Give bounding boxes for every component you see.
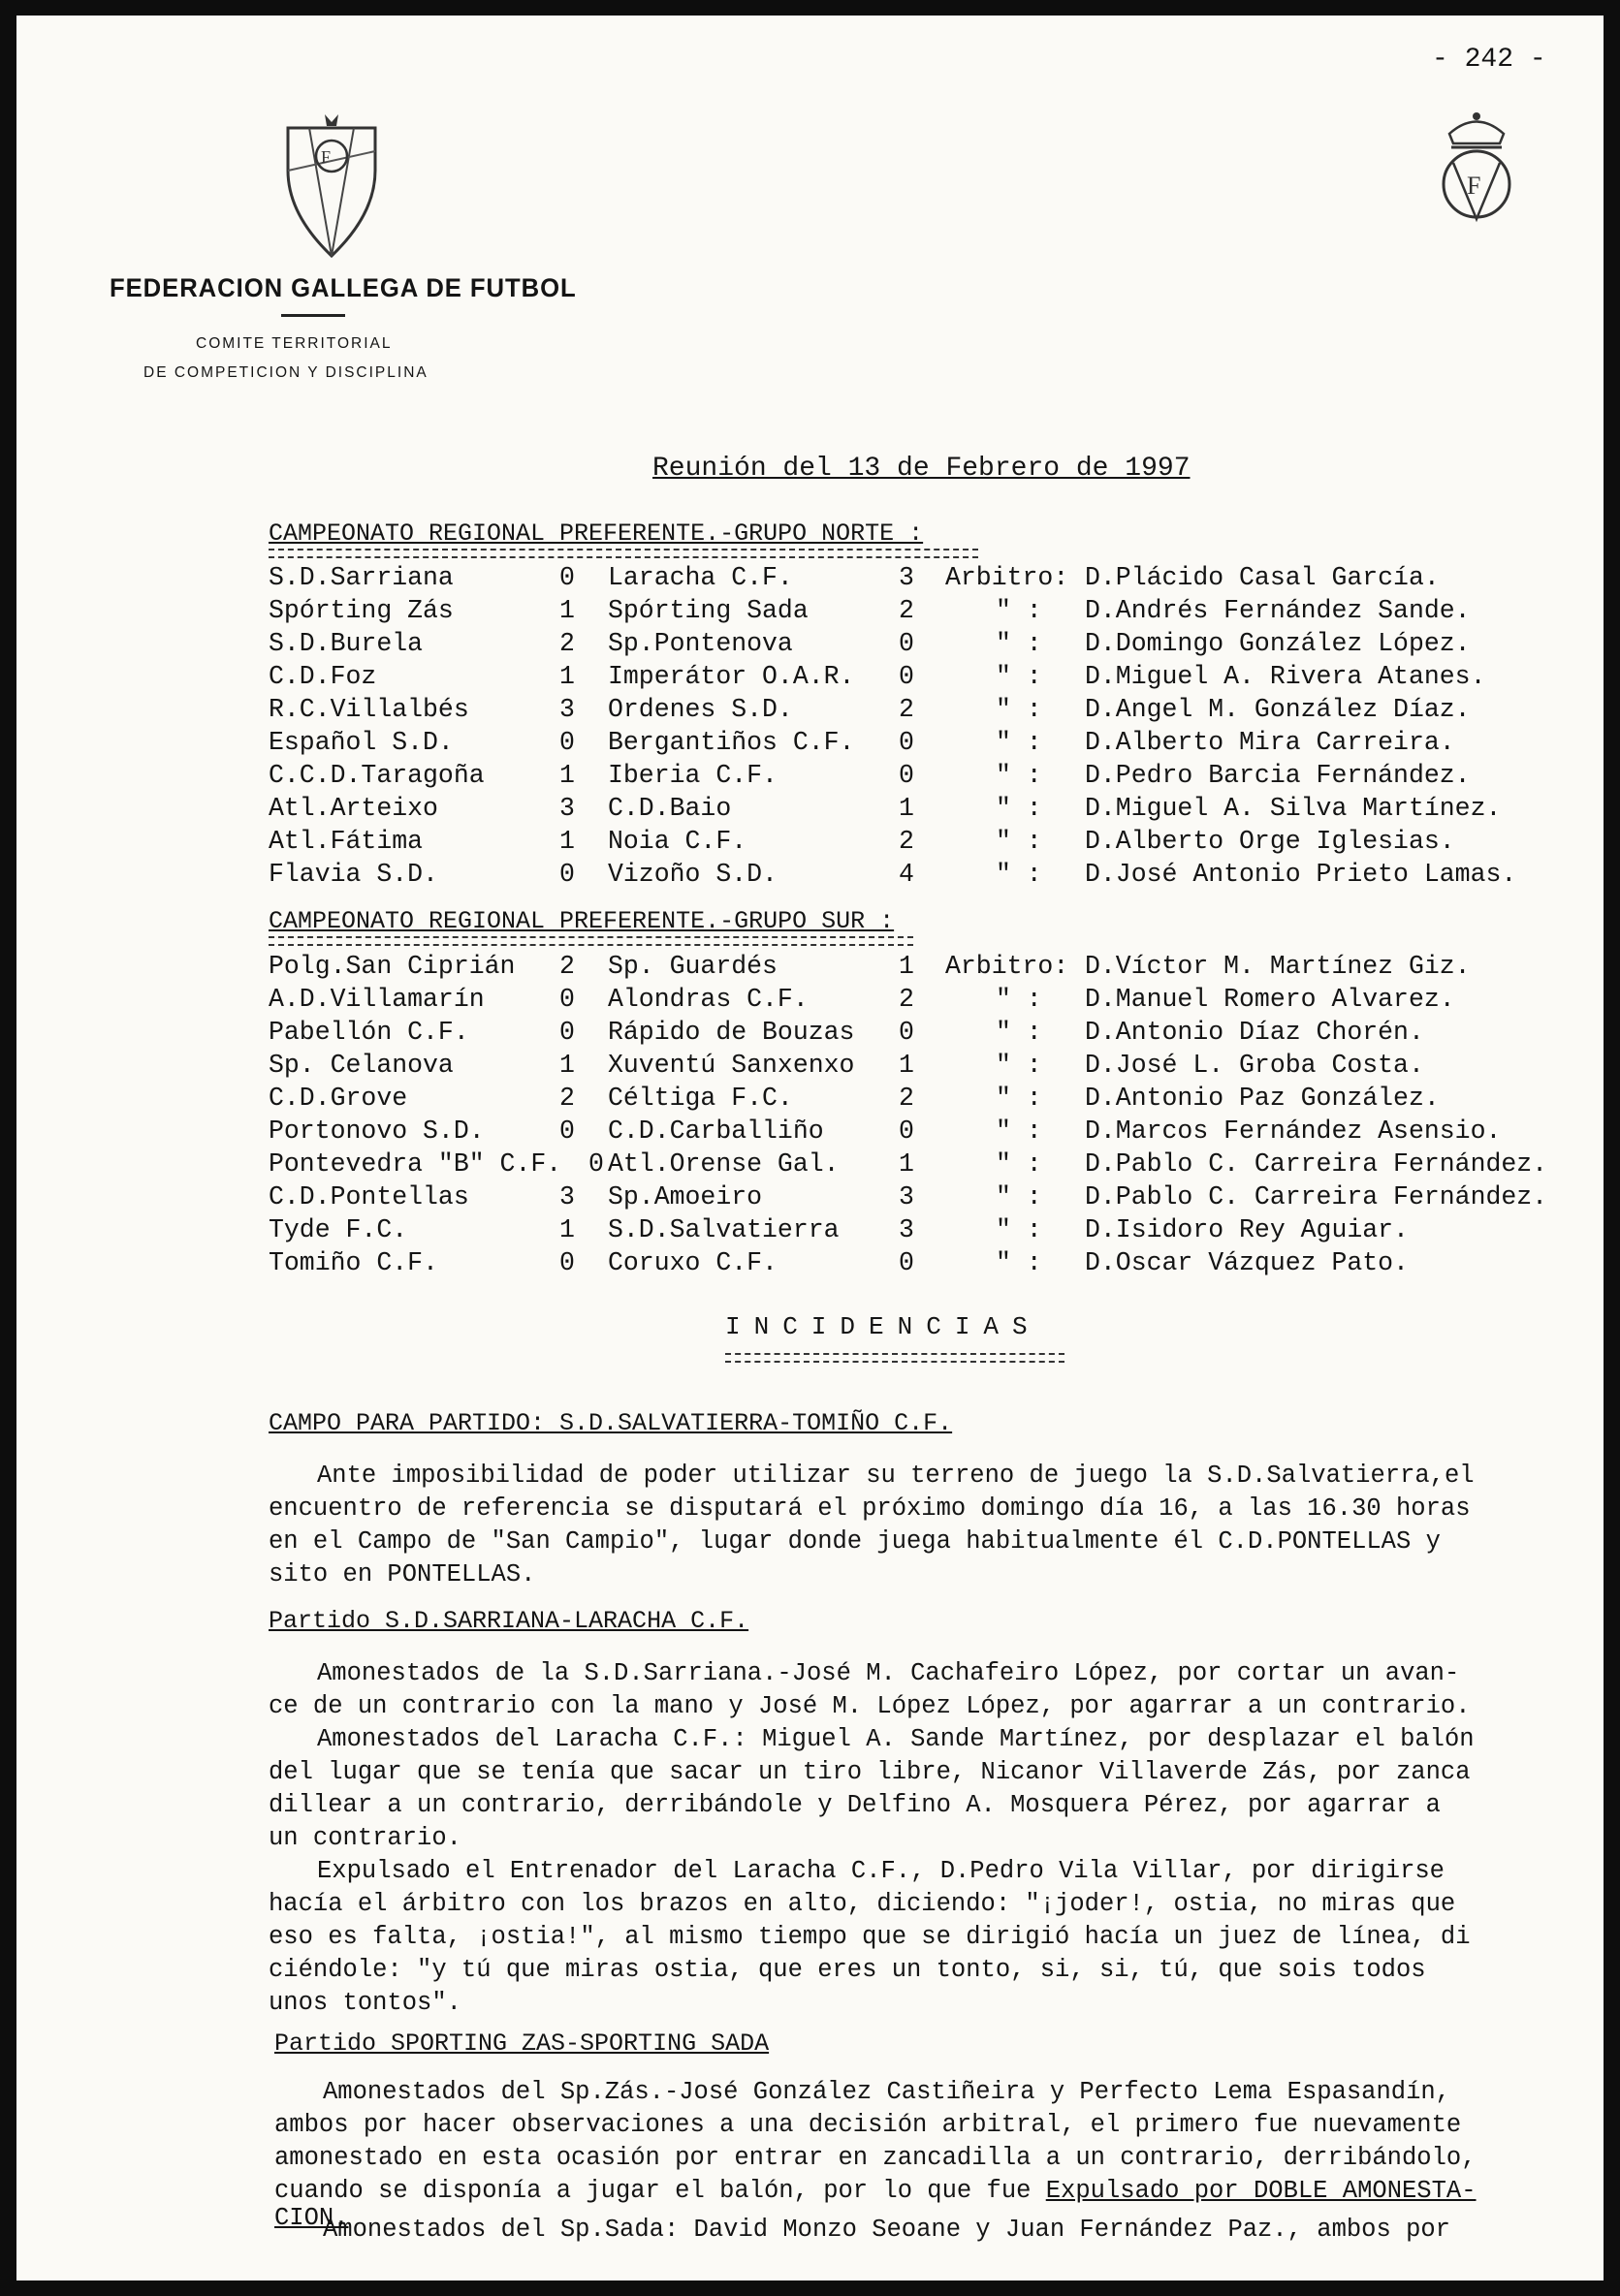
sarriana-heading: Partido S.D.SARRIANA-LARACHA C.F.: [269, 1607, 749, 1635]
page-number: - 242 -: [1432, 45, 1546, 75]
sarriana-paragraph: Amonestados de la S.D.Sarriana.-José M. Cachafeiro López, por cortar un avan- ce de un contrario con la mano y José M. López López, por agarrar a un contrario. Amonestados del Laracha C.F.: Miguel A. Sande Martínez, por desplazar el balón del lugar que se tenía que sacar un tiro libre, Nicanor Villaverde Zás, por zanca dillear a un contrario, derribándole y Delfino A. Mosquera Pérez, por agarrar a un contrario. Expulsado el Entrenador del Laracha C.F., D.Pedro Vila Villar, por dirigirse hacía el árbitro con los brazos en alto, diciendo: "¡joder!, ostia, no miras que eso es falta, ¡ostia!", al mismo tiempo que se dirigió hacía un juez de línea, di ciéndole: "y tú que miras ostia, que eres un tonto, si, si, tú, que sois todos unos tontos".: [269, 1659, 1475, 2017]
svg-text:F: F: [1467, 172, 1481, 200]
group-sur-rule: [269, 936, 913, 946]
svg-text:F: F: [321, 147, 332, 167]
federation-shield-logo: [278, 112, 385, 258]
crown-crest-logo: [1430, 105, 1523, 231]
federation-name: FEDERACION GALLEGA DE FUTBOL: [110, 273, 577, 302]
document-page: - 242 - F FEDERACION GALLEGA DE FUTBOL COMITE TERRITORIAL DE COMPETICION Y DISCIPLINA F Reunión del 13 de Febrero de 1997 CAMPEONATO REGIONAL PREFERENTE.-GRUPO NORTE : S.D.Sarriana 0 Laracha C.F. 3 Arbitro: D.Plácido Casal García. Spórting Zás 1 Spórting Sada 2 " : D.Andrés Fernández Sande. S.D.Burela 2 Sp.Pontenova 0 " : D.Domingo González López. C.D.Foz 1 Imperátor O.A.R. 0 " : D.Miguel A. Rivera Atanes. R.C.Villalbés 3 Ordenes S.D. 2 " : D.Angel M. González Díaz. Español S.D. 0 Bergantiños C.F. 0 " : D.Alberto Mira Carreira. C.C.D.Taragoña 1 Iberia C.F. 0 " : D.Pedro Barcia Fernández. Atl.Arteixo 3 C.D.Baio 1 " : D.Miguel A. Silva Martínez. Atl.Fátima 1 Noia C.F. 2 " : D.Alberto Orge Iglesias. Flavia S.D. 0 Vizoño S.D. 4 " : D.José Antonio Prieto Lamas. CAMPEONATO REGIONAL PREFERENTE.-GRUPO SUR : Polg.San Ciprián 2 Sp. Guardés 1 Arbitro: D.Víctor M. Martínez Giz. A.D.Villamarín 0 Alondras C.F. 2 " : D.Manuel Romero Alvarez. Pabellón C.F. 0 Rápido de Bouzas 0 " : D.Antonio Díaz Chorén. Sp. Celanova 1 Xuventú Sanxenxo 1 " : D.José L. Groba Costa. C.D.Grove 2 Céltiga F.C. 2 " : D.Antonio Paz González. Portonovo S.D. 0 C.D.Carballiño 0 " : D.Marcos Fernández Asensio. Pontevedra "B" C.F. 0 Atl.Orense Gal. 1 " : D.Pablo C. Carreira Fernández. C.D.Pontellas 3 Sp.Amoeiro 3 " : D.Pablo C. Carreira Fernández. Tyde F.C. 1 S.D.Salvatierra 3 " : D.Isidoro Rey Aguiar. Tomiño C.F. 0 Coruxo C.F. 0 " : D.Oscar Vázquez Pato. INCIDENCIAS CAMPO PARA PARTIDO: S.D.SALVATIERRA-TOMIÑO C.F. Ante imposibilidad de poder utilizar su terreno de juego la S.D.Salvatierra,el encuentro de referencia se disputará el próximo domingo día 16, a las 16.30 horas en el Campo de "San Campio", lugar donde juega habitualmente él C.D.PONTELLAS y sito en PONTELLAS. Partido S.D.SARRIANA-LARACHA C.F. Amonestados de la S.D.Sarriana.-José M. Cachafeiro López, por cortar un avan- ce de un contrario con la mano y José M. López López, por agarrar a un contrario. Amonestados del Laracha C.F.: Miguel A. Sande Martínez, por desplazar el balón del lugar que se tenía que sacar un tiro libre, Nicanor Villaverde Zás, por zanca dillear a un contrario, derribándole y Delfino A. Mosquera Pérez, por agarrar a un contrario. Expulsado el Entrenador del Laracha C.F., D.Pedro Vila Villar, por dirigirse hacía el árbitro con los brazos en alto, diciendo: "¡joder!, ostia, no miras que eso es falta, ¡ostia!", al mismo tiempo que se dirigió hacía un juez de línea, di ciéndole: "y tú que miras ostia, que eres un tonto, si, si, tú, que sois todos unos tontos". Partido SPORTING ZAS-SPORTING SADA Amonestados del Sp.Zás.-José González Castiñeira y Perfecto Lema Espasandín, ambos por hacer observaciones a una decisión arbitral, el primero fue nuevamente amonestado en esta ocasión por entrar en zancadilla a un contrario, derribándolo, cuando se disponía a jugar el balón, por lo que fue Expulsado por DOBLE AMONESTA- CION. Amonestados del Sp.Sada: David Monzo Seoane y Juan Fernández Paz., ambos por: [16, 16, 1604, 2280]
incidencias-rule: [725, 1353, 1064, 1363]
group-norte-rule: [269, 549, 978, 558]
meeting-title: Reunión del 13 de Febrero de 1997: [652, 454, 1191, 484]
campo-heading: CAMPO PARA PARTIDO: S.D.SALVATIERRA-TOMIÑO C.F.: [269, 1409, 953, 1437]
campo-paragraph: Ante imposibilidad de poder utilizar su terreno de juego la S.D.Salvatierra,el encuentro de referencia se disputará el próximo domingo día 16, a las 16.30 horas en el Campo de "San Campio", lugar donde juega habitualmente él C.D.PONTELLAS y sito en PONTELLAS.: [269, 1462, 1475, 1588]
committee-line-1: COMITE TERRITORIAL: [196, 335, 393, 352]
group-norte-heading: CAMPEONATO REGIONAL PREFERENTE.-GRUPO NORTE :: [269, 519, 924, 548]
incidencias-heading: INCIDENCIAS: [725, 1312, 1041, 1341]
header-divider: [281, 314, 345, 317]
sporting-heading: Partido SPORTING ZAS-SPORTING SADA: [274, 2029, 770, 2058]
sporting-paragraph: Amonestados del Sp.Zás.-José González Castiñeira y Perfecto Lema Espasandín, ambos por hacer observaciones a una decisión arbitral, el primero fue nuevamente amonestado en esta ocasión por entrar en zancadilla a un contrario, derribándolo, cuando se disponía a jugar el balón, por lo que fue Expulsado por DOBLE AMONESTA- CION. Amonestados del Sp.Sada: David Monzo Seoane y Juan Fernández Paz., ambos por: [274, 2078, 1477, 2244]
committee-line-2: DE COMPETICION Y DISCIPLINA: [143, 364, 429, 381]
group-sur-heading: CAMPEONATO REGIONAL PREFERENTE.-GRUPO SUR :: [269, 907, 895, 935]
